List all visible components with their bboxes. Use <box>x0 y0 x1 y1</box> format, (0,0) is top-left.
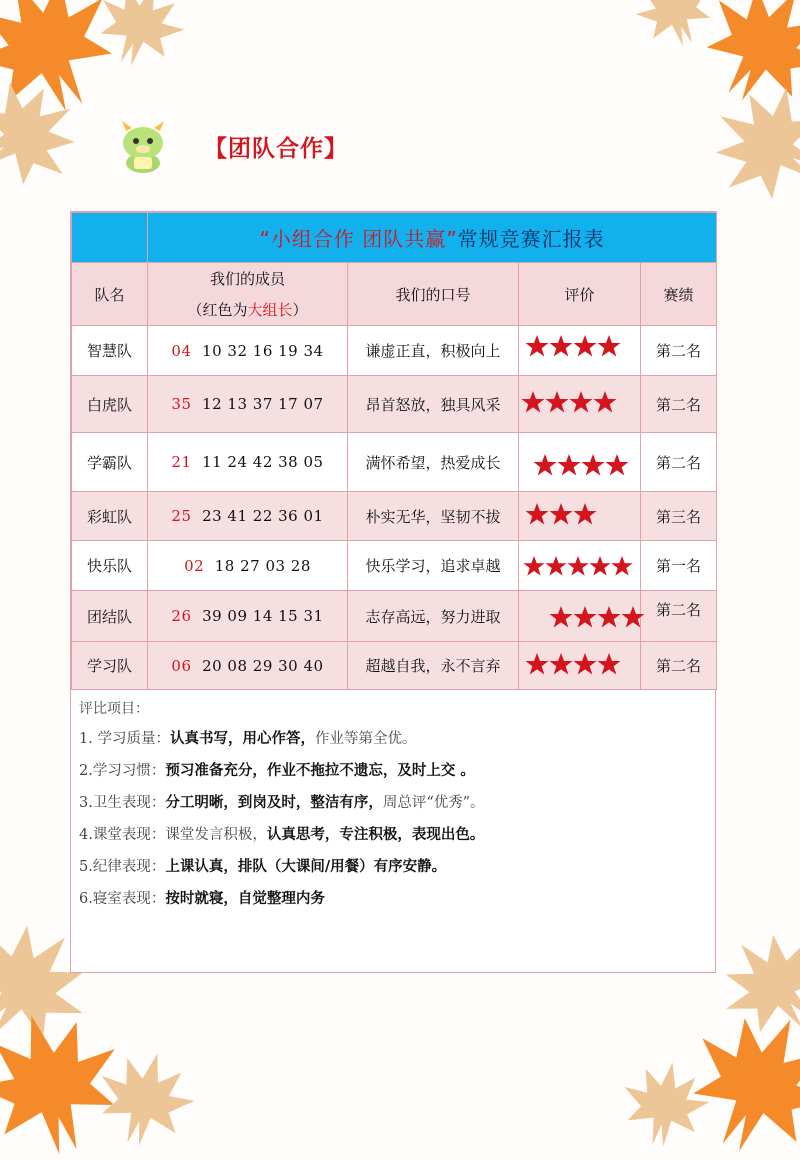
team-motto: 朴实无华，坚韧不拔 <box>348 492 519 541</box>
team-motto: 谦虚正直，积极向上 <box>348 326 519 376</box>
team-name: 团结队 <box>72 591 148 642</box>
star-rating <box>519 433 641 492</box>
star-icon <box>533 453 557 477</box>
star-icon <box>567 555 589 577</box>
table-row <box>72 541 717 591</box>
star-icon <box>549 502 573 526</box>
team-motto: 快乐学习，追求卓越 <box>348 541 519 591</box>
team-name: 快乐队 <box>72 541 148 591</box>
page-heading <box>112 116 348 176</box>
star-icon <box>573 502 597 526</box>
maple-leaf-icon <box>90 1050 200 1150</box>
report-card <box>70 211 716 973</box>
team-name: 学霸队 <box>72 433 148 492</box>
page-title: 【团队合作】 <box>204 135 348 162</box>
team-motto: 志存高远，努力进取 <box>348 591 519 642</box>
criteria-item: 2.学习习惯：预习准备充分，作业不拖拉不遗忘，及时上交 。 <box>79 762 475 779</box>
criteria-item: 1. 学习质量：认真书写，用心作答，作业等第全优。 <box>79 730 417 747</box>
member-list: 04 10 32 16 19 34 <box>148 326 348 376</box>
star-rating <box>519 492 641 541</box>
star-icon <box>549 652 573 676</box>
table-header-row <box>72 263 717 326</box>
criteria-item: 4.课堂表现：课堂发言积极，认真思考，专注积极，表现出色。 <box>79 826 485 843</box>
star-icon <box>549 334 573 358</box>
report-table <box>71 212 717 690</box>
header-result: 赛绩 <box>641 263 717 326</box>
star-icon <box>545 555 567 577</box>
table-row <box>72 591 717 642</box>
team-result: 第二名 <box>641 433 717 492</box>
header-motto: 我们的口号 <box>348 263 519 326</box>
team-result: 第三名 <box>641 492 717 541</box>
criteria-heading: 评比项目： <box>79 701 149 717</box>
star-icon <box>611 555 633 577</box>
team-motto: 满怀希望，热爱成长 <box>348 433 519 492</box>
criteria-section <box>71 690 715 910</box>
table-row <box>72 326 717 376</box>
team-name: 学习队 <box>72 642 148 690</box>
star-rating <box>519 642 641 690</box>
member-list: 21 11 24 42 38 05 <box>148 433 348 492</box>
star-icon <box>581 453 605 477</box>
star-icon <box>573 652 597 676</box>
star-icon <box>589 555 611 577</box>
star-icon <box>549 605 573 629</box>
table-row <box>72 376 717 433</box>
dragon-mascot-icon <box>112 117 174 175</box>
team-result: 第二名 <box>641 642 717 690</box>
star-icon <box>525 334 549 358</box>
member-list: 26 39 09 14 15 31 <box>148 591 348 642</box>
table-row <box>72 492 717 541</box>
star-icon <box>525 502 549 526</box>
header-members: 我们的成员 （红色为大组长） <box>148 263 348 326</box>
star-icon <box>557 453 581 477</box>
member-list: 02 18 27 03 28 <box>148 541 348 591</box>
table-row <box>72 433 717 492</box>
member-list: 35 12 13 37 17 07 <box>148 376 348 433</box>
star-rating <box>519 326 641 376</box>
maple-leaf-icon <box>680 1010 800 1160</box>
star-icon <box>597 334 621 358</box>
star-icon <box>573 334 597 358</box>
title-blank-cell <box>72 213 148 263</box>
member-list: 06 20 08 29 30 40 <box>148 642 348 690</box>
star-rating <box>519 591 641 642</box>
table-title: “小组合作 团队共赢”常规竞赛汇报表 <box>148 213 717 263</box>
star-rating <box>519 376 641 433</box>
member-list: 25 23 41 22 36 01 <box>148 492 348 541</box>
maple-leaf-icon <box>0 60 80 210</box>
team-name: 智慧队 <box>72 326 148 376</box>
maple-leaf-icon <box>80 0 200 70</box>
team-result: 第二名 <box>641 376 717 433</box>
star-icon <box>597 605 621 629</box>
header-rating: 评价 <box>519 263 641 326</box>
team-motto: 昂首怒放，独具风采 <box>348 376 519 433</box>
team-result: 第一名 <box>641 541 717 591</box>
table-title-row <box>72 213 717 263</box>
criteria-item: 6.寝室表现：按时就寝，自觉整理内务 <box>79 890 325 907</box>
team-result: 第二名 <box>641 326 717 376</box>
star-icon <box>597 652 621 676</box>
criteria-item: 3.卫生表现：分工明晰，到岗及时，整洁有序，周总评“优秀”。 <box>79 794 485 811</box>
star-icon <box>523 555 545 577</box>
team-name: 白虎队 <box>72 376 148 433</box>
star-icon <box>605 453 629 477</box>
team-result: 第二名 <box>641 591 717 642</box>
star-icon <box>521 390 545 414</box>
star-icon <box>569 390 593 414</box>
star-icon <box>525 652 549 676</box>
team-name: 彩虹队 <box>72 492 148 541</box>
star-icon <box>573 605 597 629</box>
table-row <box>72 642 717 690</box>
star-icon <box>621 605 645 629</box>
header-team: 队名 <box>72 263 148 326</box>
star-icon <box>545 390 569 414</box>
maple-leaf-icon <box>710 80 800 210</box>
star-rating <box>519 541 641 591</box>
star-icon <box>593 390 617 414</box>
team-motto: 超越自我，永不言弃 <box>348 642 519 690</box>
criteria-item: 5.纪律表现：上课认真，排队（大课间/用餐）有序安静。 <box>79 858 447 875</box>
